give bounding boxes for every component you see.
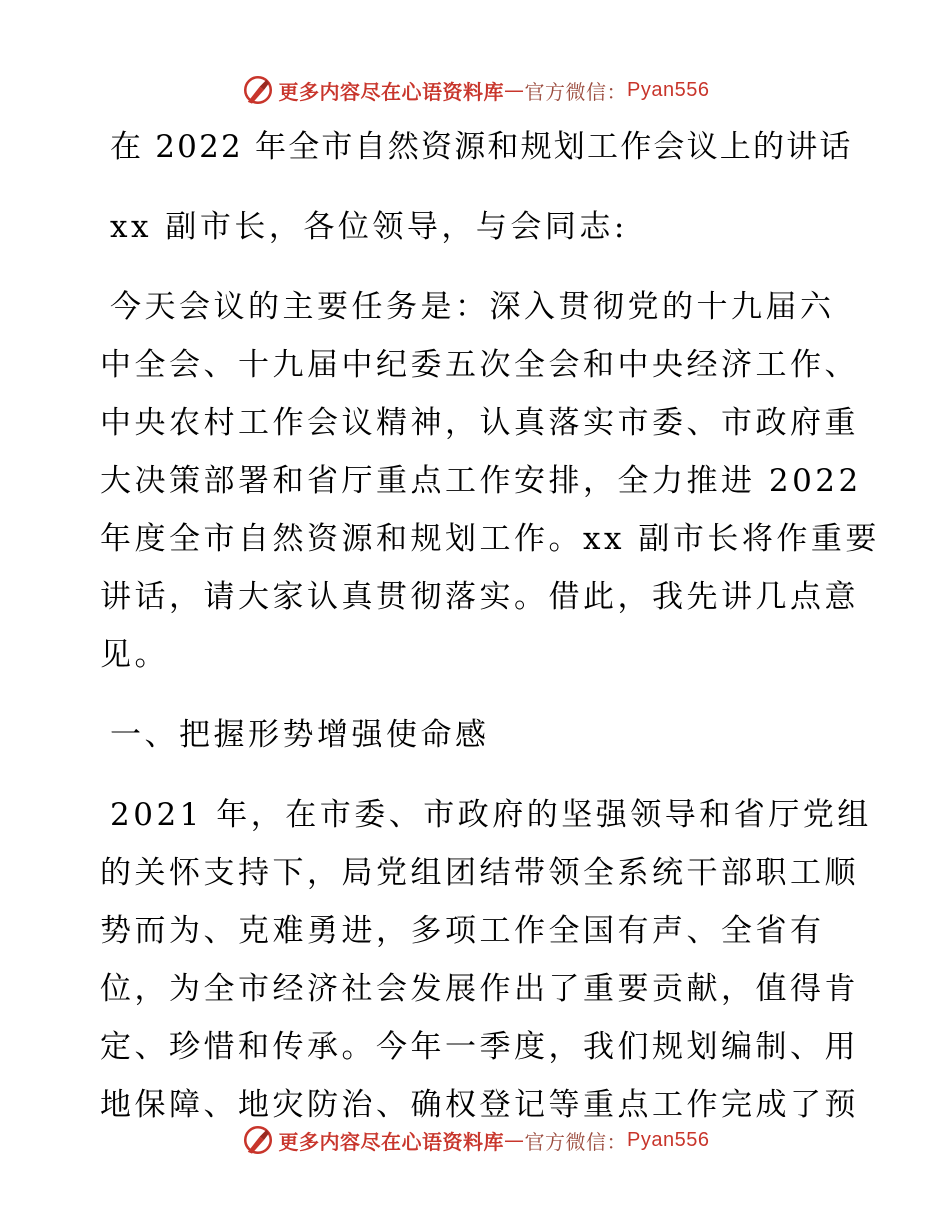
- document-body: [100, 118, 880, 1134]
- paragraph-1: [100, 278, 880, 684]
- watermark-wechat-id: Pyan556: [627, 78, 710, 101]
- paragraph-line: 年度全市自然资源和规划工作。xx 副市长将作重要: [100, 521, 880, 557]
- pen-circle-logo-icon: [241, 73, 275, 107]
- paragraph-line: 今天会议的主要任务是：深入贯彻党的十九届六: [110, 289, 835, 325]
- watermark-label: 官方微信：: [524, 1129, 628, 1154]
- paragraph-line: 地保障、地灾防治、确权登记等重点工作完成了预: [100, 1087, 859, 1123]
- paragraph-line: 中央农村工作会议精神，认真落实市委、市政府重: [100, 405, 859, 441]
- watermark-wechat-id: Pyan556: [627, 1128, 710, 1151]
- salutation: xx 副市长，各位领导，与会同志:: [110, 209, 628, 245]
- header-watermark: [0, 70, 950, 110]
- paragraph-line: 势而为、克难勇进，多项工作全国有声、全省有: [100, 913, 825, 949]
- paragraph-line: 见。: [100, 637, 169, 673]
- paragraph-2: [100, 786, 872, 1134]
- watermark-site-name: 更多内容尽在心语资料库: [278, 79, 505, 104]
- watermark-separator: —: [504, 78, 525, 102]
- paragraph-line: 定、珍惜和传承。今年一季度，我们规划编制、用: [100, 1029, 859, 1065]
- paragraph-line: 大决策部署和省厅重点工作安排，全力推进 2022: [100, 463, 862, 499]
- watermark-label: 官方微信：: [524, 79, 628, 104]
- watermark-site-name: 更多内容尽在心语资料库: [278, 1129, 505, 1154]
- paragraph-line: 讲话，请大家认真贯彻落实。借此，我先讲几点意: [100, 579, 859, 615]
- footer-watermark: [0, 1120, 950, 1160]
- document-title: 在 2022 年全市自然资源和规划工作会议上的讲话: [110, 129, 853, 165]
- paragraph-line: 的关怀支持下，局党组团结带领全系统干部职工顺: [100, 855, 859, 891]
- paragraph-line: 中全会、十九届中纪委五次全会和中央经济工作、: [100, 347, 859, 383]
- paragraph-line: 2021 年，在市委、市政府的坚强领导和省厅党组: [110, 797, 872, 833]
- watermark-separator: —: [504, 1128, 525, 1152]
- section-heading: 一、把握形势增强使命感: [110, 717, 490, 753]
- pen-circle-logo-icon: [241, 1123, 275, 1157]
- paragraph-line: 位，为全市经济社会发展作出了重要贡献，值得肯: [100, 971, 859, 1007]
